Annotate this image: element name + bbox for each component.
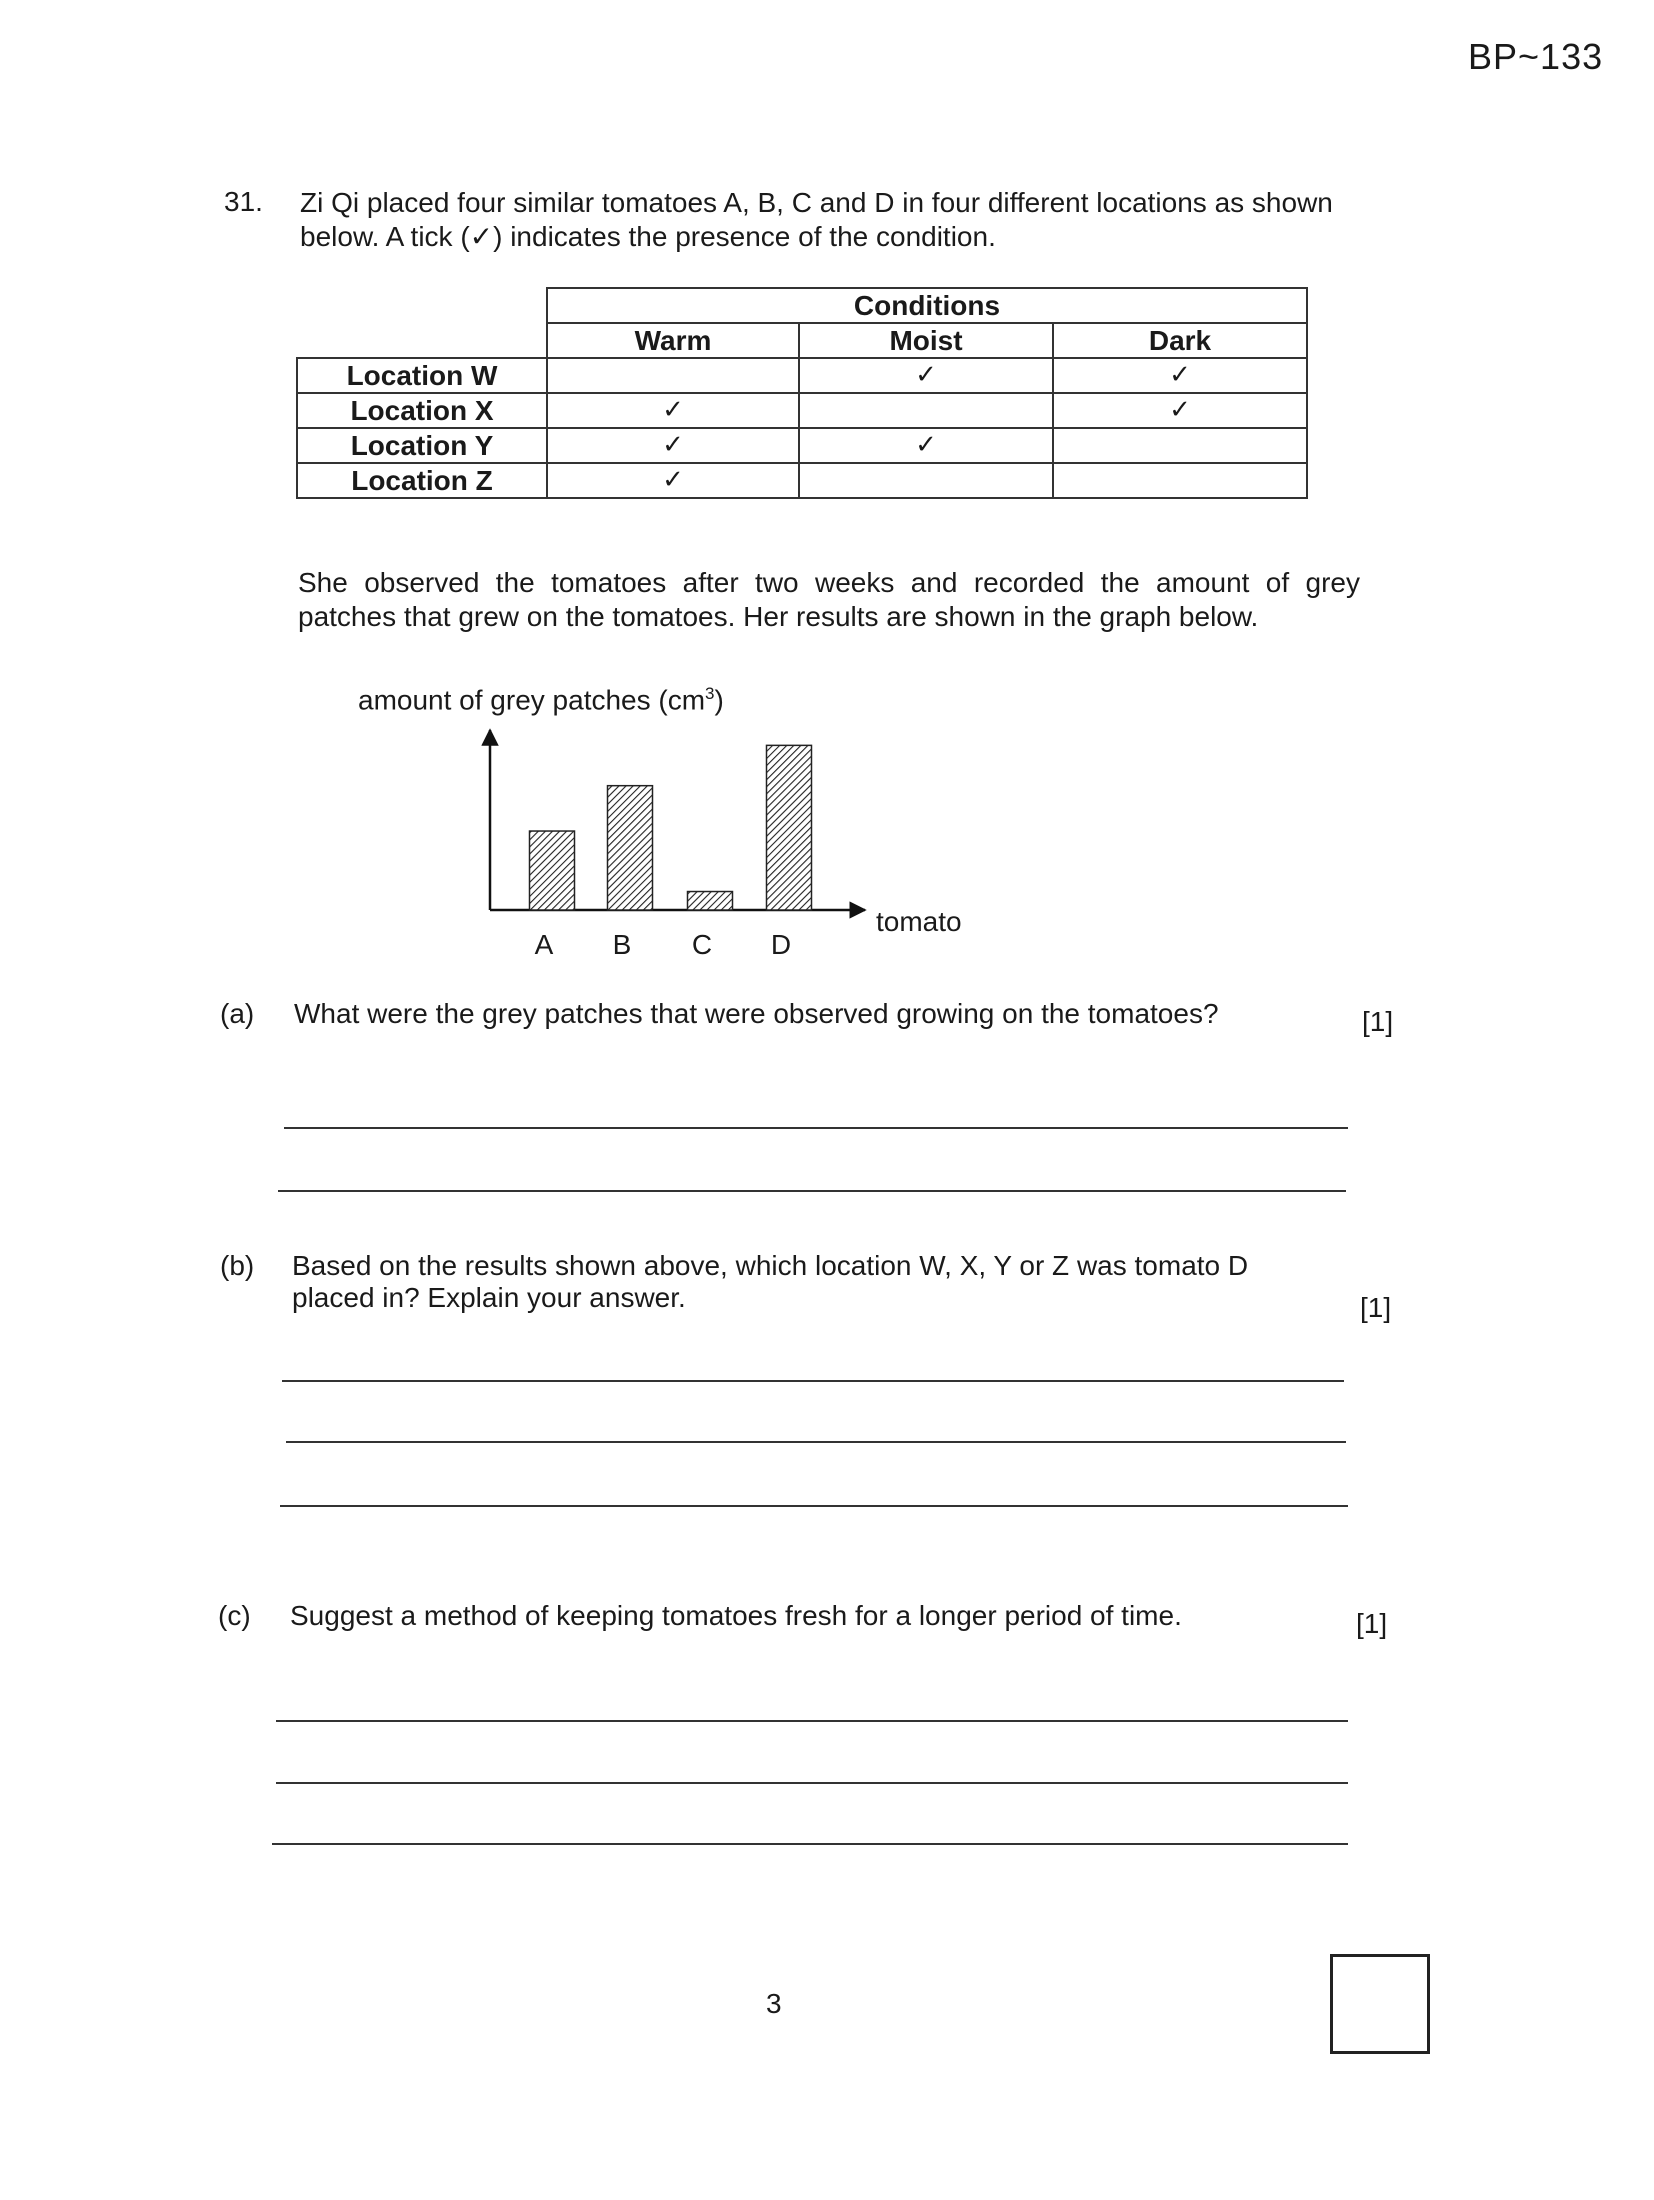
part-b-marks: [1] [1360,1292,1392,1323]
x-tick-label-a: A [534,929,554,960]
table-cell: ✓ [547,393,799,428]
column-header-warm: Warm [547,323,799,358]
part-b-label: (b) [220,1250,255,1281]
part-c-label: (c) [218,1600,251,1631]
table-cell: ✓ [547,428,799,463]
row-label: Location Y [297,428,547,463]
table-cell [1053,463,1307,498]
bar-a [530,831,575,910]
part-b-question-line-2: placed in? Explain your answer. [292,1282,686,1313]
x-axis-label: tomato [876,906,962,937]
page-code: BP~133 [1468,36,1604,77]
part-a-label: (a) [220,998,255,1029]
y-axis-label-superscript: 3 [705,684,715,703]
part-a-question: What were the grey patches that were observed growing on the tomatoes? [294,998,1219,1029]
table-cell: ✓ [799,428,1053,463]
question-number: 31. [224,186,263,217]
bar-c [688,892,733,910]
x-tick-label-b: B [612,929,632,960]
answer-line[interactable] [280,1505,1348,1507]
table-row [297,463,1307,498]
table-cell [1053,428,1307,463]
row-label: Location W [297,358,547,393]
answer-line[interactable] [272,1843,1348,1845]
part-b-question-line-1: Based on the results shown above, which location W, X, Y or Z was tomato D [292,1250,1249,1281]
part-c-question: Suggest a method of keeping tomatoes fresh for a longer period of time. [290,1600,1182,1631]
conditions-table [296,287,1308,499]
table-cell: ✓ [1053,358,1307,393]
answer-line[interactable] [282,1380,1344,1382]
table-cell: ✓ [547,463,799,498]
bar-d [767,745,812,910]
table-row [297,358,1307,393]
question-intro: Zi Qi placed four similar tomatoes A, B, C and D in four different locations as shown below. A tick (✓) indicates the presence of the condition. [300,187,1333,252]
answer-line[interactable] [278,1190,1346,1192]
row-label: Location X [297,393,547,428]
answer-line[interactable] [276,1782,1348,1784]
conditions-header: Conditions [547,288,1307,323]
y-axis-label-text: amount of grey patches (cm [358,684,706,716]
bar-b [608,786,653,910]
table-row [297,393,1307,428]
table-row [297,428,1307,463]
row-label: Location Z [297,463,547,498]
table-corner [297,288,547,323]
x-tick-label-c: C [691,929,713,960]
page-number: 3 [766,1988,782,2019]
answer-line[interactable] [284,1127,1348,1129]
y-axis-label-close: ) [714,684,724,716]
column-header-moist: Moist [799,323,1053,358]
answer-line[interactable] [286,1441,1346,1443]
answer-line[interactable] [276,1720,1348,1722]
table-cell [799,463,1053,498]
table-cell [547,358,799,393]
table-cell [799,393,1053,428]
table-cell: ✓ [799,358,1053,393]
bar-chart [470,722,870,972]
part-c-marks: [1] [1356,1608,1388,1639]
x-tick-label-d: D [770,929,792,960]
observation-text: She observed the tomatoes after two weeks and recorded the amount of grey patches that grew on the tomatoes. Her results are shown in the graph below. [298,567,1360,632]
table-cell: ✓ [1053,393,1307,428]
marks-box[interactable] [1330,1954,1430,2054]
table-corner [297,323,547,358]
y-axis-label [358,684,724,716]
column-header-dark: Dark [1053,323,1307,358]
part-a-marks: [1] [1362,1006,1394,1037]
